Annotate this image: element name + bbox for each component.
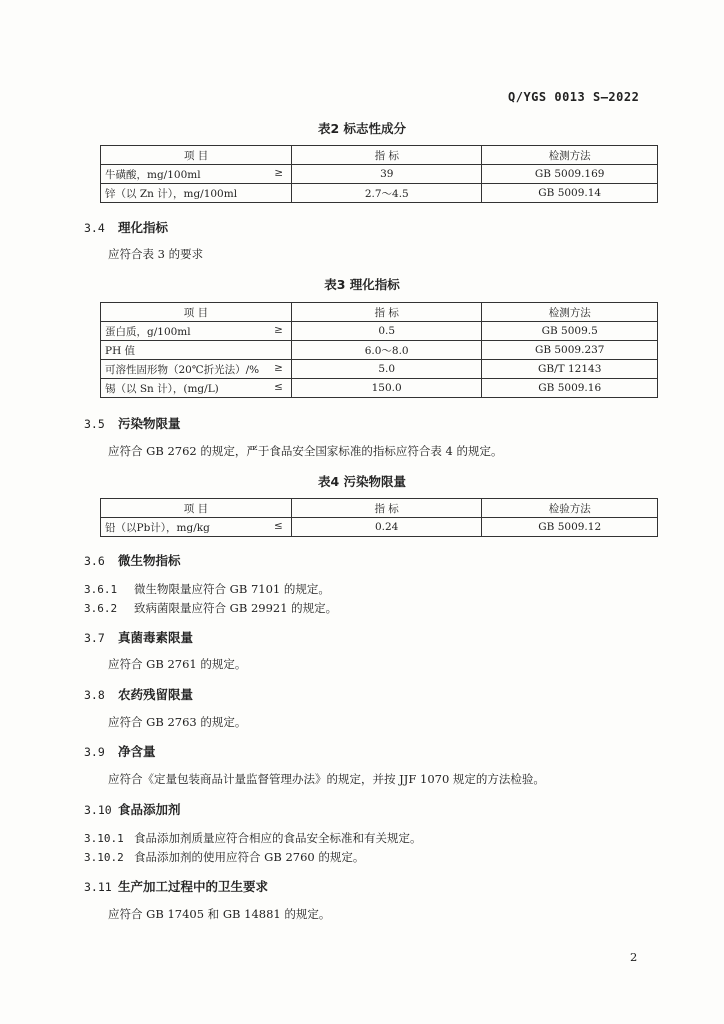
section-3-6-heading: 3.6 微生物指标 (84, 553, 181, 568)
section-3-10-2: 3.10.2 食品添加剂的使用应符合 GB 2760 的规定。 (84, 850, 365, 864)
table-header-row (101, 146, 658, 165)
cell-item: 牛磺酸，mg/100ml ≥ (101, 165, 292, 184)
cell-method: GB 5009.5 (482, 322, 658, 341)
section-3-7-text: 应符合 GB 2761 的规定。 (108, 657, 247, 671)
section-3-7-heading: 3.7 真菌毒素限量 (84, 630, 194, 645)
section-3-4-text: 应符合表 3 的要求 (108, 247, 204, 261)
cell-method: GB 5009.12 (482, 518, 658, 537)
table-row (101, 379, 658, 398)
cell-value: 6.0～8.0 (291, 341, 482, 360)
page-number: 2 (630, 950, 638, 964)
section-3-11-heading: 3.11 生产加工过程中的卫生要求 (84, 879, 269, 894)
table-row (101, 184, 658, 203)
section-3-6-1: 3.6.1 微生物限量应符合 GB 7101 的规定。 (84, 582, 330, 596)
table3 (100, 302, 658, 398)
cell-item: PH 值 (101, 341, 292, 360)
table-row (101, 360, 658, 379)
section-3-9-heading: 3.9 净含量 (84, 744, 156, 759)
cell-value: 2.7～4.5 (292, 184, 482, 203)
section-3-5-text: 应符合 GB 2762 的规定，严于食品安全国家标准的指标应符合表 4 的规定。 (108, 444, 503, 458)
header-method: 检测方法 (482, 146, 658, 165)
cell-method: GB/T 12143 (482, 360, 658, 379)
header-item: 项 目 (101, 499, 292, 518)
header-value: 指 标 (291, 303, 482, 322)
table-header-row (101, 303, 658, 322)
header-item: 项 目 (101, 303, 292, 322)
table-row (101, 165, 658, 184)
cell-value: 0.5 (291, 322, 482, 341)
cell-value: 0.24 (291, 518, 482, 537)
table2-caption: 表2 标志性成分 (317, 121, 407, 136)
table-row (101, 518, 658, 537)
cell-item: 蛋白质，g/100ml ≥ (101, 322, 292, 341)
table3-caption: 表3 理化指标 (324, 277, 400, 292)
cell-method: GB 5009.237 (482, 341, 658, 360)
table2 (100, 145, 658, 203)
cell-method: GB 5009.169 (482, 165, 658, 184)
header-value: 指 标 (291, 499, 482, 518)
section-3-11-text: 应符合 GB 17405 和 GB 14881 的规定。 (108, 907, 331, 921)
cell-value: 150.0 (291, 379, 482, 398)
section-3-5-heading: 3.5 污染物限量 (84, 416, 181, 431)
cell-item: 铅（以Pb计），mg/kg ≤ (101, 518, 292, 537)
section-3-8-heading: 3.8 农药残留限量 (84, 687, 194, 702)
cell-method: GB 5009.14 (482, 184, 658, 203)
cell-method: GB 5009.16 (482, 379, 658, 398)
header-value: 指 标 (292, 146, 482, 165)
cell-item: 锡（以 Sn 计），(mg/L) ≤ (101, 379, 292, 398)
header-method: 检测方法 (482, 303, 658, 322)
cell-item: 锌（以 Zn 计），mg/100ml (101, 184, 292, 203)
table-header-row (101, 499, 658, 518)
section-3-10-heading: 3.10 食品添加剂 (84, 802, 181, 817)
header-method: 检验方法 (482, 499, 658, 518)
section-3-4-heading: 3.4 理化指标 (84, 220, 169, 235)
section-3-10-1: 3.10.1 食品添加剂质量应符合相应的食品安全标准和有关规定。 (84, 831, 422, 845)
table4-caption: 表4 污染物限量 (317, 474, 407, 489)
cell-value: 39 (292, 165, 482, 184)
cell-value: 5.0 (291, 360, 482, 379)
section-3-6-2: 3.6.2 致病菌限量应符合 GB 29921 的规定。 (84, 601, 338, 615)
document-code: Q/YGS 0013 S—2022 (508, 90, 640, 104)
cell-item: 可溶性固形物（20℃折光法）/% ≥ (101, 360, 292, 379)
section-3-8-text: 应符合 GB 2763 的规定。 (108, 715, 247, 729)
header-item: 项 目 (101, 146, 292, 165)
section-3-9-text: 应符合《定量包装商品计量监督管理办法》的规定，并按 JJF 1070 规定的方法检验。 (108, 772, 545, 786)
table-row (101, 322, 658, 341)
table-row (101, 341, 658, 360)
table4 (100, 498, 658, 537)
